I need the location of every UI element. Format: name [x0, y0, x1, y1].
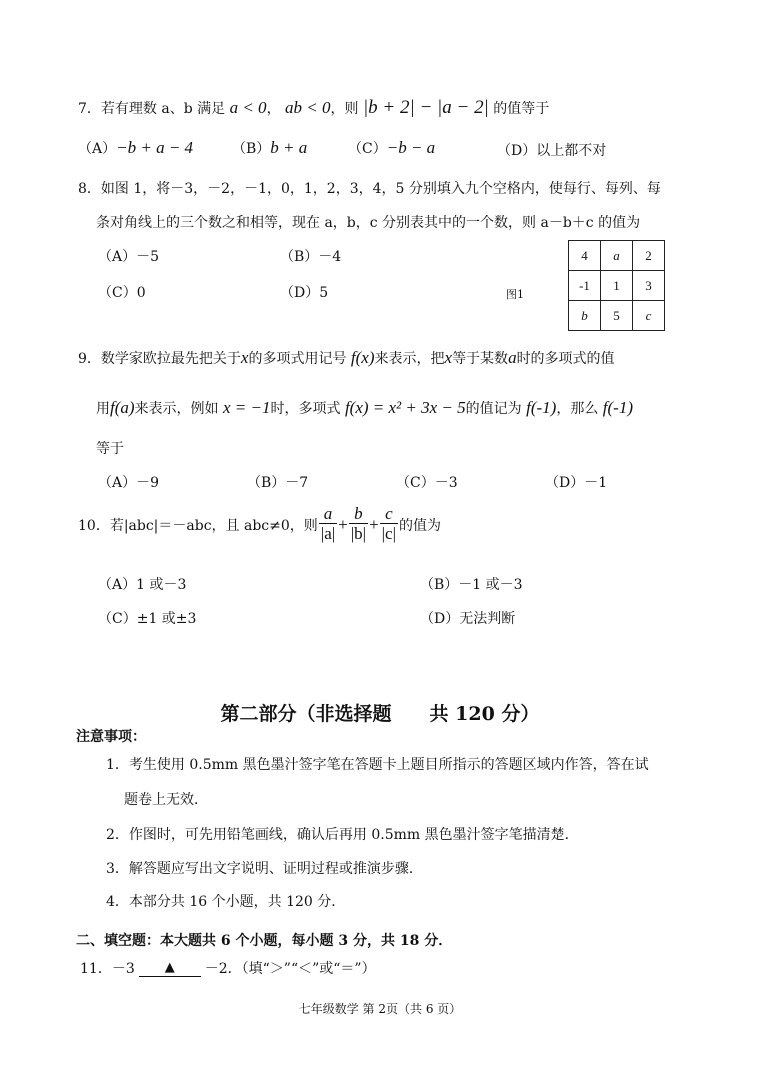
- q7-cond1: a < 0: [229, 98, 267, 117]
- note-item: 4．本部分共 16 个小题，共 120 分．: [106, 894, 346, 910]
- grid-cell: -1: [569, 271, 601, 301]
- note-item: 1．考生使用 0.5mm 黑色墨汁签字笔在答题卡上题目所指示的答题区域内作答，答在试: [106, 757, 649, 773]
- q8-option-a: （A）－5: [98, 249, 160, 265]
- fraction-a: $\frac{a}{|a|}$: [320, 504, 336, 543]
- grid-row: [569, 271, 665, 301]
- figure-label: 图1: [506, 288, 524, 301]
- q9-option-a: （A）－9: [98, 475, 160, 491]
- q9-line2: 用f(a)来表示，例如 x = −1时，多项式 f(x) = x² + 3x − 5的值记为 f(-1)，那么 f(-1): [96, 398, 633, 417]
- q7-option-a: （A）−b + a − 4: [78, 138, 194, 157]
- grid-cell: c: [633, 301, 665, 331]
- fraction-c: $\frac{c}{|c|}$: [381, 504, 397, 543]
- q10-option-d: （D）无法判断: [420, 611, 516, 627]
- note-item: 2．作图时，可先用铅笔画线，确认后再用 0.5mm 黑色墨汁签字笔描清楚．: [106, 827, 579, 843]
- notes-heading: 注意事项：: [76, 729, 146, 745]
- q7-option-b: （B）b + a: [232, 138, 308, 157]
- q8-option-c: （C）0: [98, 285, 146, 301]
- q9-option-b: （B）－7: [247, 475, 309, 491]
- q10-option-c: （C）±1 或±3: [98, 611, 197, 627]
- q9-line1: 9．数学家欧拉最先把关于x的多项式用记号 f(x)来表示，把x等于某数a时的多项式的值: [78, 348, 615, 367]
- q9-line3: 等于: [96, 441, 124, 457]
- q8-option-d: （D）5: [280, 285, 329, 301]
- note-item: 题卷上无效．: [124, 792, 208, 808]
- triangle-icon: ▲: [164, 960, 175, 975]
- q7-option-c: （C）−b − a: [348, 138, 436, 157]
- answer-blank[interactable]: [139, 959, 201, 977]
- q11: 11．－3 ▲ －2．（填“＞”“＜”或“＝”）: [80, 960, 376, 977]
- q8-line2: 条对角线上的三个数之和相等，现在 a，b，c 分别表其中的一个数，则 a－b＋c 的值为: [96, 215, 641, 231]
- grid-cell: 4: [569, 241, 601, 271]
- q8-line1: 8．如图 1，将－3，－2，－1，0，1，2，3，4，5 分别填入九个空格内，使每行、每列、每: [78, 181, 661, 197]
- q10-option-b: （B）－1 或－3: [420, 577, 523, 593]
- part2-title: 第二部分（非选择题 共 120 分）: [220, 703, 540, 725]
- magic-square-grid: [568, 240, 665, 331]
- page-footer: 七年级数学 第 2页（共 6 页）: [298, 1002, 462, 1016]
- q7-stem: 7．若有理数 a、b 满足 a < 0， ab < 0，则 |b + 2| − |a − 2| 的值等于: [78, 97, 550, 118]
- q8-option-b: （B）－4: [280, 249, 342, 265]
- fraction-b: $\frac{b}{|b|}$: [350, 504, 367, 543]
- grid-cell: 1: [601, 271, 633, 301]
- grid-row: [569, 241, 665, 271]
- q7-cond2: ab < 0: [285, 98, 331, 117]
- section-heading: 二、填空题：本大题共 6 个小题，每小题 3 分，共 18 分．: [76, 933, 453, 949]
- note-item: 3．解答题应写出文字说明、证明过程或推演步骤．: [106, 861, 423, 877]
- grid-cell: 5: [601, 301, 633, 331]
- grid-cell: 3: [633, 271, 665, 301]
- grid-cell: 2: [633, 241, 665, 271]
- q9-option-d: （D）－1: [545, 475, 608, 491]
- q9-option-c: （C）－3: [396, 475, 458, 491]
- q10-option-a: （A）1 或－3: [98, 577, 187, 593]
- grid-cell: b: [569, 301, 601, 331]
- q7-option-d: （D）以上都不对: [497, 143, 607, 159]
- grid-cell: a: [601, 241, 633, 271]
- q10-stem: 10．若|abc|＝－abc，且 abc≠0，则 $\frac{a}{|a|}$ + $\frac{b}{|b|}$ + $\frac{c}{|c|}$ 的值为: [78, 504, 442, 543]
- grid-row: [569, 301, 665, 331]
- q7-expr: |b + 2| − |a − 2|: [362, 97, 489, 118]
